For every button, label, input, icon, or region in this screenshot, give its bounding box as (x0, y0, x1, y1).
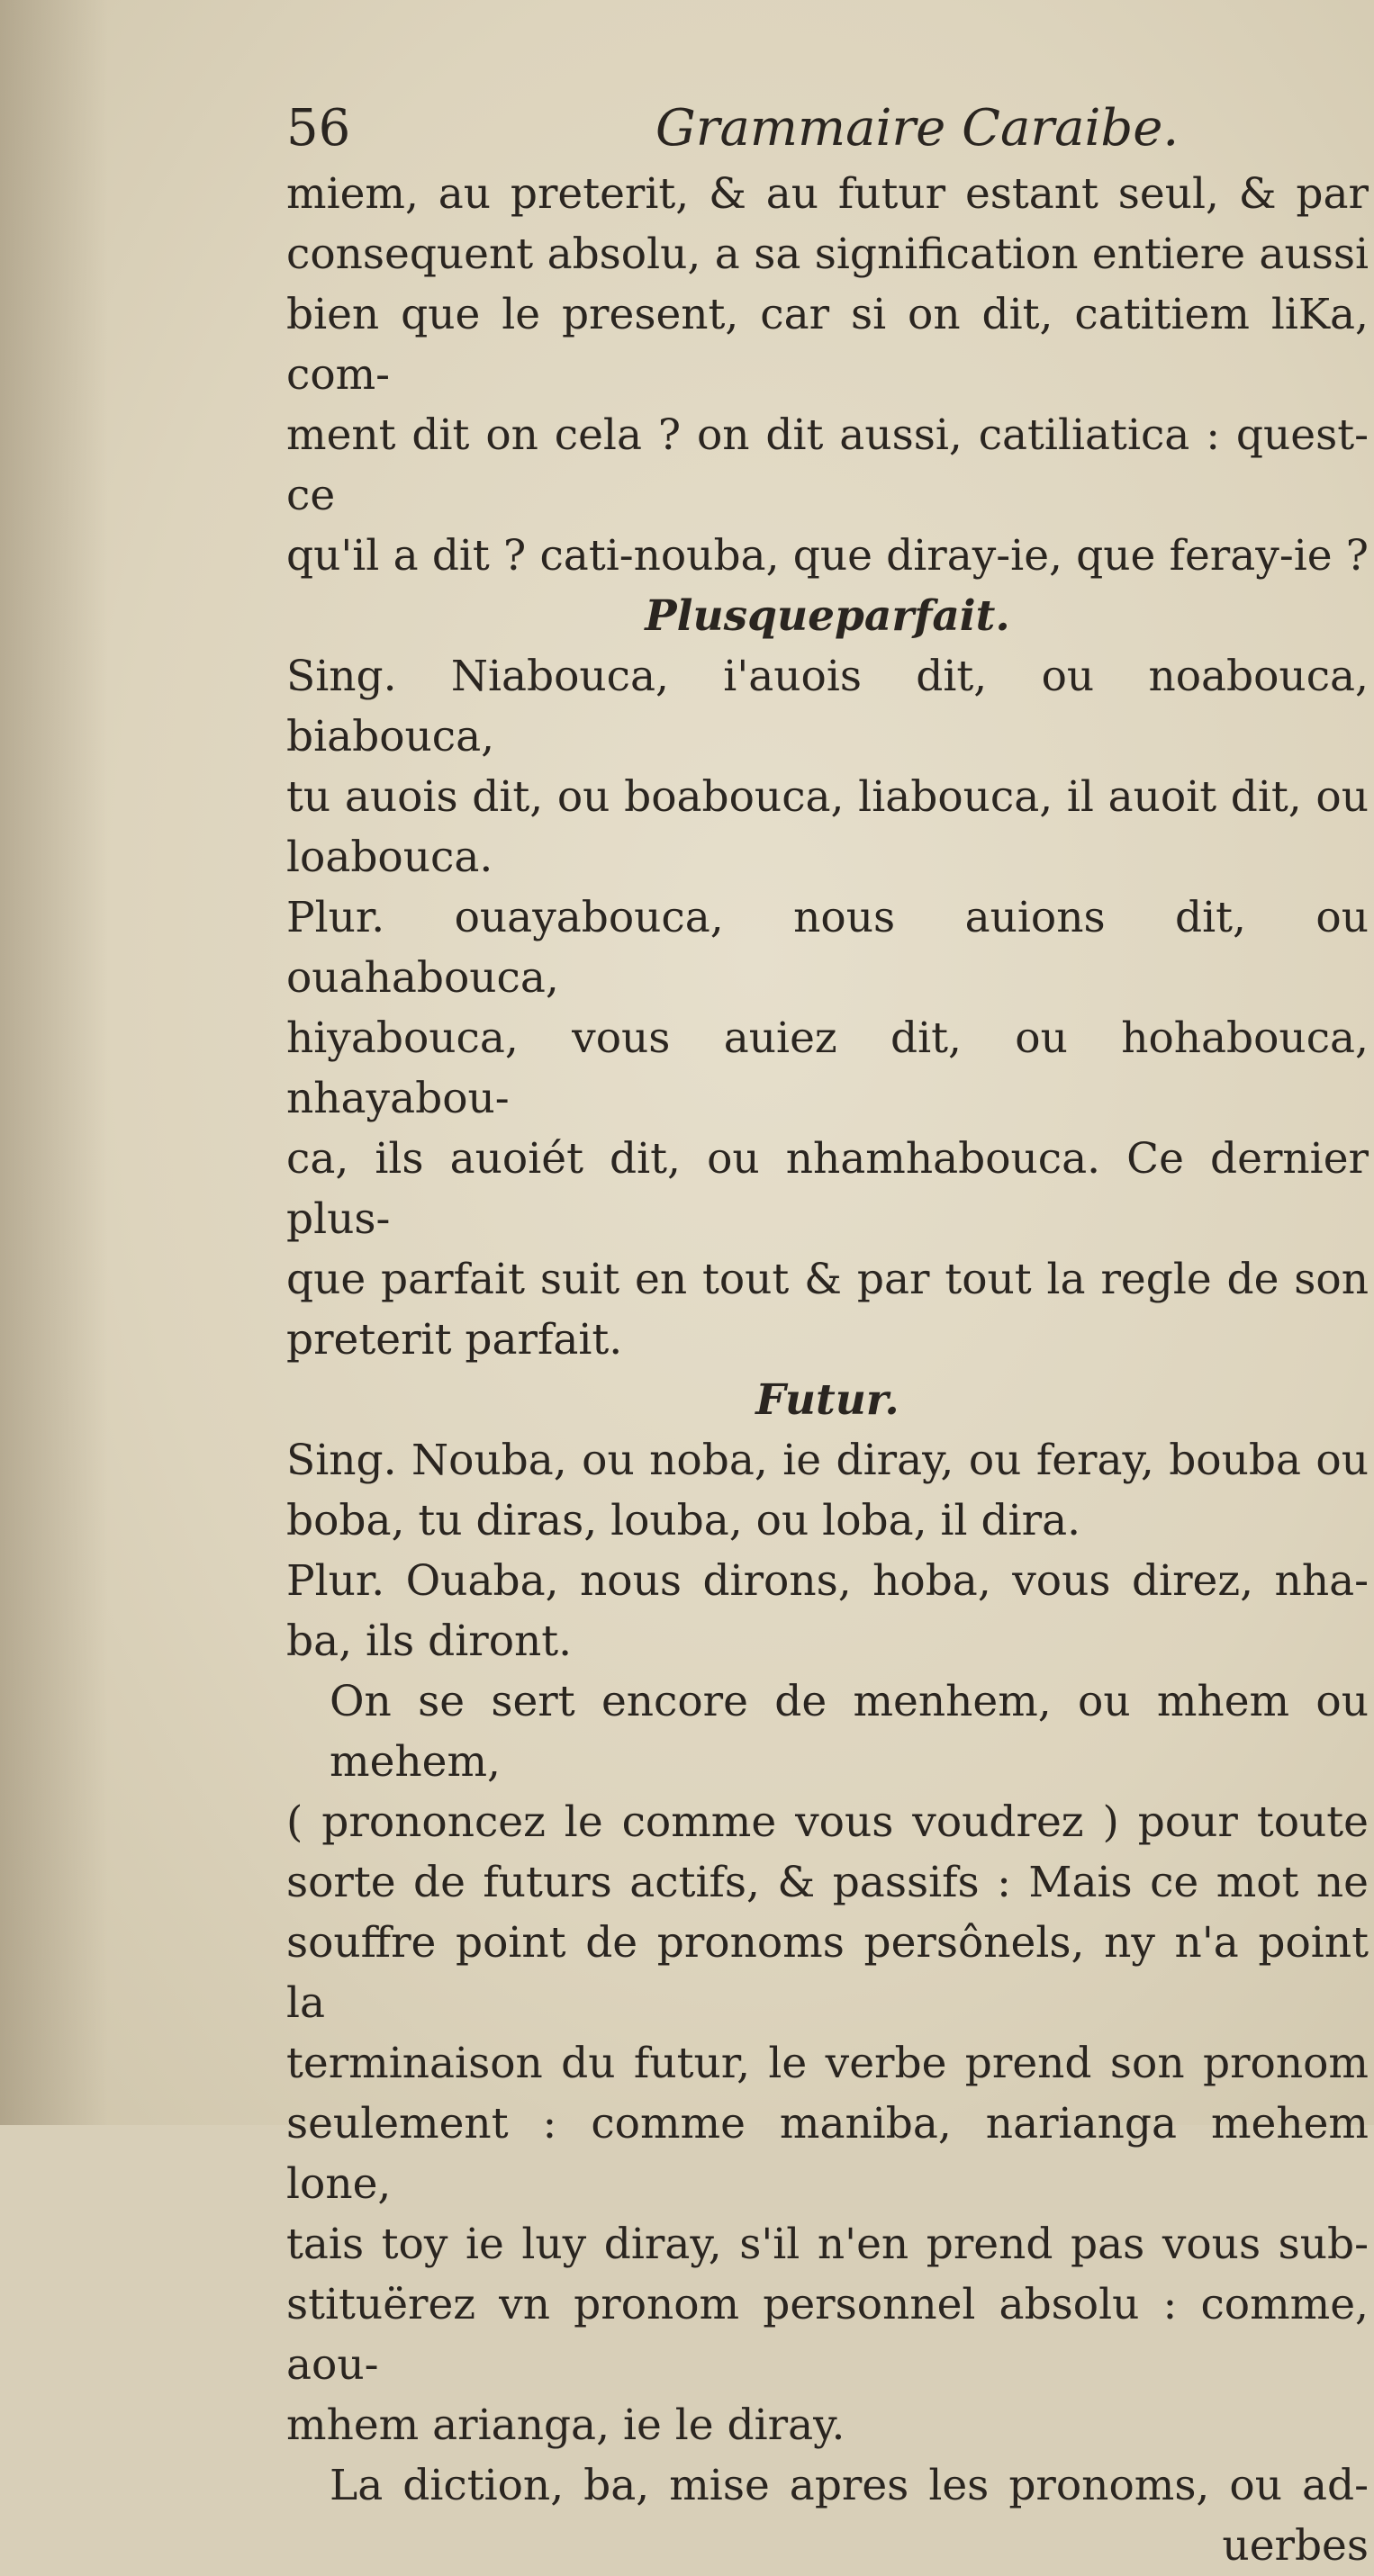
text-line: sorte de futurs actifs, & passifs : Mais ce mot ne (286, 1858, 1369, 1907)
text-line: ba, ils diront. (286, 1617, 573, 1666)
text-line: ( prononcez le comme vous voudrez ) pour toute (286, 1797, 1369, 1847)
running-head: Grammaire Caraibe. (655, 99, 1180, 158)
text-line: Plur. ouayabouca, nous auions dit, ou ouahabouca, (286, 893, 1369, 1003)
page-header (286, 97, 1369, 160)
page-number: 56 (286, 99, 351, 158)
text-line: souffre point de pronoms persônels, ny n'a point la (286, 1918, 1369, 2028)
text-line: qu'il a dit ? cati-nouba, que diray-ie, que feray-ie ? (286, 531, 1369, 581)
catchword: uerbes (1222, 2521, 1369, 2571)
text-line: On se sert encore de menhem, ou mhem ou mehem, (330, 1677, 1369, 1787)
text-line: mhem arianga, ie le diray. (286, 2400, 845, 2450)
text-line: preterit parfait. (286, 1315, 623, 1365)
text-line: tais toy ie luy diray, s'il n'en prend pas vous sub- (286, 2220, 1369, 2269)
text-block (286, 97, 1369, 2576)
text-line: stituërez vn pronom personnel absolu : comme, aou- (286, 2280, 1369, 2390)
text-line: bien que le present, car si on dit, catitiem liKa, com- (286, 290, 1369, 400)
text-line: ment dit on cela ? on dit aussi, catiliatica : quest-ce (286, 410, 1369, 520)
text-line: Plur. Ouaba, nous dirons, hoba, vous direz, nha- (286, 1556, 1369, 1606)
text-line: La diction, ba, mise apres les pronoms, ou ad- (330, 2461, 1369, 2510)
text-line: miem, au preterit, & au futur estant seul, & par (286, 169, 1369, 219)
text-line: tu auois dit, ou boabouca, liabouca, il auoit dit, ou (286, 772, 1369, 822)
text-line: que parfait suit en tout & par tout la regle de son (286, 1255, 1369, 1304)
text-line: loabouca. (286, 833, 493, 882)
text-line: hiyabouca, vous auiez dit, ou hohabouca, nhayabou- (286, 1013, 1369, 1123)
text-line: terminaison du futur, le verbe prend son pronom (286, 2039, 1369, 2088)
text-line: Sing. Nouba, ou noba, ie diray, ou feray, bouba ou (286, 1436, 1369, 1485)
text-line: ca, ils auoiét dit, ou nhamhabouca. Ce dernier plus- (286, 1134, 1369, 1244)
text-line: Sing. Niabouca, i'auois dit, ou noabouca, biabouca, (286, 652, 1369, 761)
body-text (286, 164, 1369, 2576)
spine-shadow (0, 0, 108, 2125)
text-line: seulement : comme maniba, narianga mehem lone, (286, 2099, 1369, 2209)
section-heading: Futur. (755, 1375, 899, 1425)
text-line: consequent absolu, a sa signification entiere aussi (286, 230, 1369, 279)
section-heading: Plusqueparfait. (645, 591, 1010, 641)
text-line: boba, tu diras, louba, ou loba, il dira. (286, 1496, 1081, 1545)
